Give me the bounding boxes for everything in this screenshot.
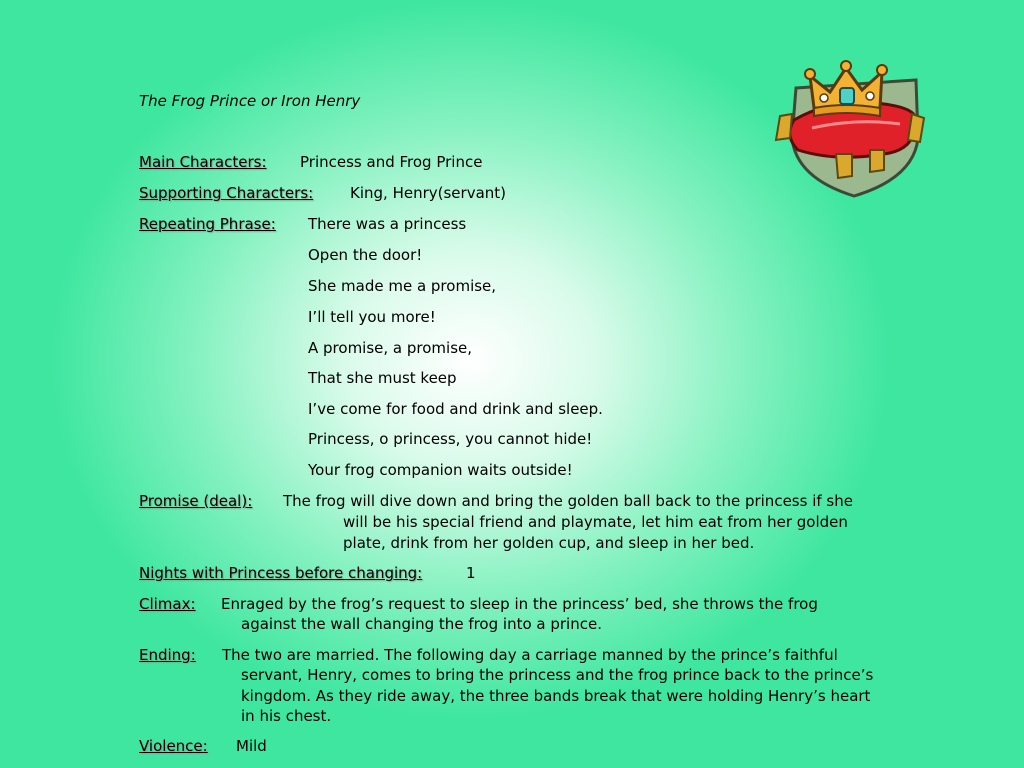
promise-line: plate, drink from her golden cup, and sleep in her bed. [343, 534, 755, 552]
phrase-line: There was a princess [308, 215, 467, 233]
phrase-line: Princess, o princess, you cannot hide! [308, 430, 593, 448]
main-characters-row [139, 153, 267, 171]
main-characters-label: Main Characters: [139, 153, 267, 171]
phrase-line: I’ll tell you more! [308, 308, 436, 326]
ending-line: in his chest. [241, 707, 332, 725]
repeating-phrase-label: Repeating Phrase: [139, 215, 276, 233]
climax-row [139, 595, 196, 613]
ending-line: kingdom. As they ride away, the three bands break that were holding Henry’s heart [241, 687, 871, 705]
repeating-phrase-row [139, 215, 276, 233]
page-title: The Frog Prince or Iron Henry [139, 92, 361, 110]
climax-line: against the wall changing the frog into a prince. [241, 615, 602, 633]
ending-row [139, 646, 196, 664]
violence-row [139, 737, 208, 755]
phrase-line: Your frog companion waits outside! [308, 461, 573, 479]
supporting-characters-label: Supporting Characters: [139, 184, 314, 202]
promise-label: Promise (deal): [139, 492, 253, 510]
nights-value: 1 [466, 564, 476, 582]
promise-line: The frog will dive down and bring the golden ball back to the princess if she [283, 492, 853, 510]
phrase-line: I’ve come for food and drink and sleep. [308, 400, 603, 418]
promise-line: will be his special friend and playmate, let him eat from her golden [343, 513, 848, 531]
phrase-line: Open the door! [308, 246, 423, 264]
climax-line: Enraged by the frog’s request to sleep in the princess’ bed, she throws the frog [221, 595, 818, 613]
phrase-line: A promise, a promise, [308, 339, 473, 357]
violence-value: Mild [236, 737, 267, 755]
supporting-characters-row [139, 184, 313, 202]
supporting-characters-value: King, Henry(servant) [350, 184, 506, 202]
phrase-line: That she must keep [308, 369, 457, 387]
promise-row [139, 492, 252, 510]
climax-label: Climax: [139, 595, 196, 613]
crown-crest-icon [766, 58, 930, 200]
ending-line: servant, Henry, comes to bring the princess and the frog prince back to the prince’s [241, 666, 874, 684]
phrase-line: She made me a promise, [308, 277, 497, 295]
violence-label: Violence: [139, 737, 208, 755]
main-characters-value: Princess and Frog Prince [300, 153, 483, 171]
ending-label: Ending: [139, 646, 196, 664]
nights-label: Nights with Princess before changing: [139, 564, 423, 582]
ending-line: The two are married. The following day a carriage manned by the prince’s faithful [222, 646, 838, 664]
nights-row [139, 564, 422, 582]
